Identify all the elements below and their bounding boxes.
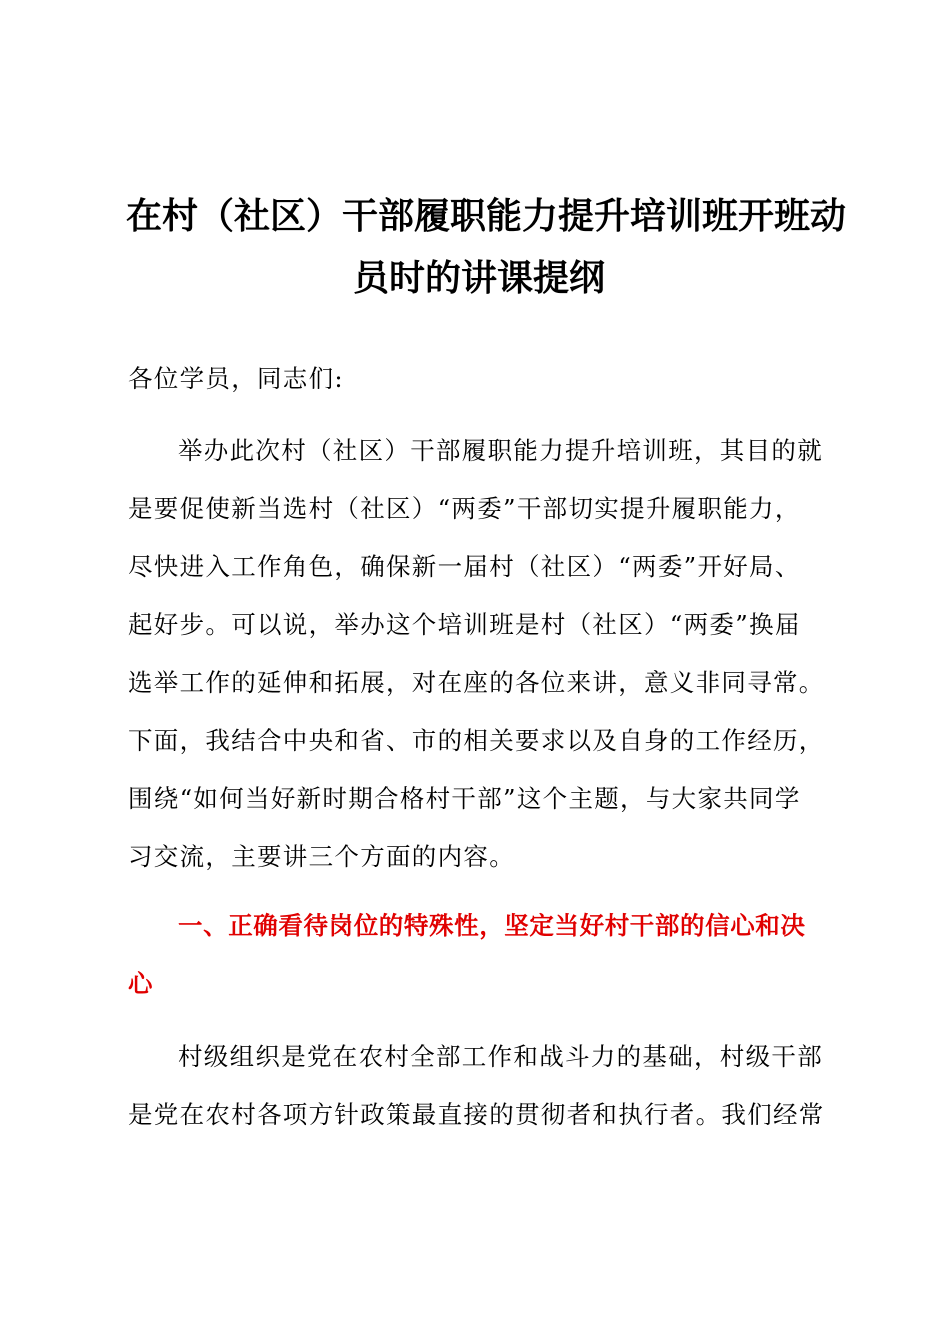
greeting-text: 各位学员，同志们:	[128, 364, 344, 393]
paragraph-line: 是要促使新当选村（社区）“两委”干部切实提升履职能力，	[128, 494, 801, 523]
paragraph-intro	[128, 422, 830, 886]
paragraph-line: 是党在农村各项方针政策最直接的贯彻者和执行者。我们经常	[128, 1100, 825, 1129]
paragraph-line: 选举工作的延伸和拓展，对在座的各位来讲，意义非同寻常。	[128, 668, 825, 697]
paragraph-line: 起好步。可以说，举办这个培训班是村（社区）“两委”换届	[128, 610, 801, 639]
paragraph-line: 围绕“如何当好新时期合格村干部”这个主题，与大家共同学	[128, 784, 801, 813]
paragraph-section1	[128, 1028, 830, 1144]
paragraph-line: 举办此次村（社区）干部履职能力提升培训班，其目的就	[178, 436, 823, 465]
paragraph-line: 村级组织是党在农村全部工作和战斗力的基础，村级干部	[178, 1042, 823, 1071]
title-line-1: 在村（社区）干部履职能力提升培训班开班动	[126, 196, 847, 237]
paragraph-line: 下面，我结合中央和省、市的相关要求以及自身的工作经历，	[128, 726, 825, 755]
section-heading-line: 心	[128, 969, 154, 998]
document-title	[126, 186, 847, 310]
section-heading-1	[128, 897, 830, 1013]
title-line-2: 员时的讲课提纲	[352, 258, 605, 299]
paragraph-line: 习交流，主要讲三个方面的内容。	[128, 842, 515, 871]
greeting	[128, 350, 830, 408]
section-heading-line: 一、正确看待岗位的特殊性，坚定当好村干部的信心和决	[178, 911, 806, 940]
paragraph-line: 尽快进入工作角色，确保新一届村（社区）“两委”开好局、	[128, 552, 801, 581]
